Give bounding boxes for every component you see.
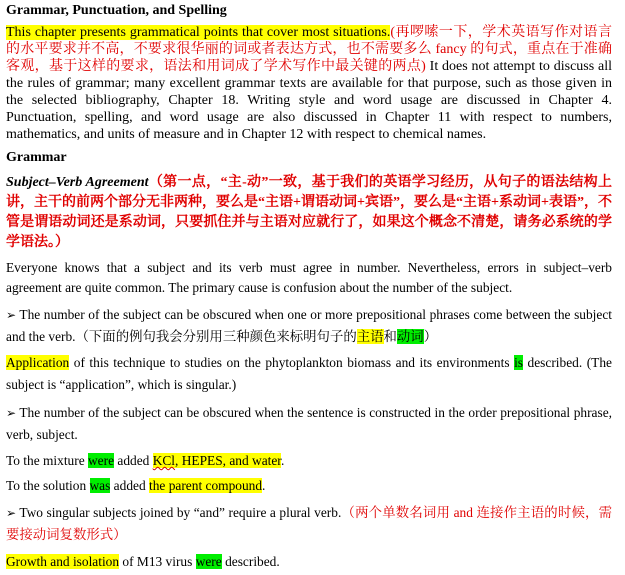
page-title: Grammar, Punctuation, and Spelling (6, 3, 227, 18)
bullet-text: The number of the subject can be obscured when the sentence is constructed in the order prepositional phrase, verb, subject. (6, 405, 612, 442)
document-page (6, 2, 612, 573)
chinese-note: （下面的例句我会分别用三种颜色来标明句子的 (75, 329, 357, 344)
verb-highlight: was (89, 478, 111, 493)
arrow-bullet-icon: ➢ (6, 406, 17, 420)
bullet-item (6, 502, 612, 546)
example-text: . (262, 478, 266, 493)
note-close: ） (423, 329, 438, 344)
highlighted-sentence: This chapter presents grammatical points that cover most situations. (6, 25, 391, 40)
example-text: To the mixture (6, 453, 88, 468)
subject-highlight: the parent compound (149, 478, 263, 493)
subject-highlight: , HEPES, and water (175, 453, 282, 468)
arrow-bullet-icon: ➢ (6, 308, 17, 322)
bullet-item (6, 304, 612, 348)
everyone-paragraph: Everyone knows that a subject and its verb must agree in number. Nevertheless, errors in subject–verb agreement are quite common. The primary cause is confusion about the number of the subject. (6, 260, 612, 295)
example-text: To the solution (6, 478, 90, 493)
chinese-note: （第一点，“主-动”一致，基于我们的英语学习经历，从句子的语法结构上讲，主干的前两个部分无非两种，要么是“主语+谓语动词+宾语”，要么是“主语+系动词+表语”，不管是谓语动词还是系动词，只要抓住并与主语对应就行了，如果这个概念不清楚，请务必系统的学学语法。） (6, 175, 612, 250)
intro-body: It does not attempt to discuss all the rules of grammar; many excellent grammar texts are available for that purpose, such as those given in the selected bibliography, Chapter 18. Writing style and word usage are discussed in Chapter 4. Punctuation, spelling, and word usage are also discussed in Chapter 11 with respect to numbers, mathematics, and units of measure and in Chapter 12 with respect to chemical names. (6, 59, 612, 142)
example-text: added (110, 478, 149, 493)
example-text: described. (221, 554, 280, 569)
example-sentence (6, 551, 612, 573)
example-text: of this technique to studies on the phytoplankton biomass and its environments (69, 355, 515, 370)
intro-paragraph (6, 24, 612, 143)
chinese-note: (再啰嗦一下，学术英语写作对语言的水平要求并不高，不要求很华丽的词或者表达方式，也不需要多么 fancy 的句式，重点在于准确客观，基于这样的要求，语法和用词成了学术写作中最关键的两点) (6, 25, 612, 74)
subject-highlight: Application (6, 355, 70, 370)
legend-and: 和 (383, 329, 397, 344)
bullet-item (6, 402, 612, 446)
verb-highlight: were (88, 453, 115, 468)
example-sentence (6, 450, 612, 472)
section-heading-grammar: Grammar (6, 150, 67, 165)
legend-verb: 动词 (396, 329, 424, 344)
subject-highlight: Growth and isolation (6, 554, 120, 569)
bullet-text: The number of the subject can be obscured when one or more prepositional phrases come between the subject and the verb. (6, 307, 612, 344)
example-text: . (281, 453, 285, 468)
example-text: of M13 virus (119, 554, 196, 569)
arrow-bullet-icon: ➢ (6, 506, 17, 520)
example-sentence (6, 475, 612, 497)
example-text: described. (The subject is “application”, which is singular.) (6, 355, 612, 392)
bullet-text: Two singular subjects joined by “and” require a plural verb. (16, 505, 342, 520)
subject-verb-paragraph (6, 173, 612, 253)
subject-highlight: KCl (152, 453, 176, 468)
legend-subject: 主语 (356, 329, 384, 344)
chinese-note: （两个单数名词用 and 连接作主语的时候，需要接动词复数形式） (6, 505, 612, 542)
subsection-title: Subject–Verb Agreement (6, 175, 149, 190)
example-sentence (6, 352, 612, 396)
example-text: added (114, 453, 153, 468)
verb-highlight: is (514, 355, 523, 370)
verb-highlight: were (195, 554, 222, 569)
